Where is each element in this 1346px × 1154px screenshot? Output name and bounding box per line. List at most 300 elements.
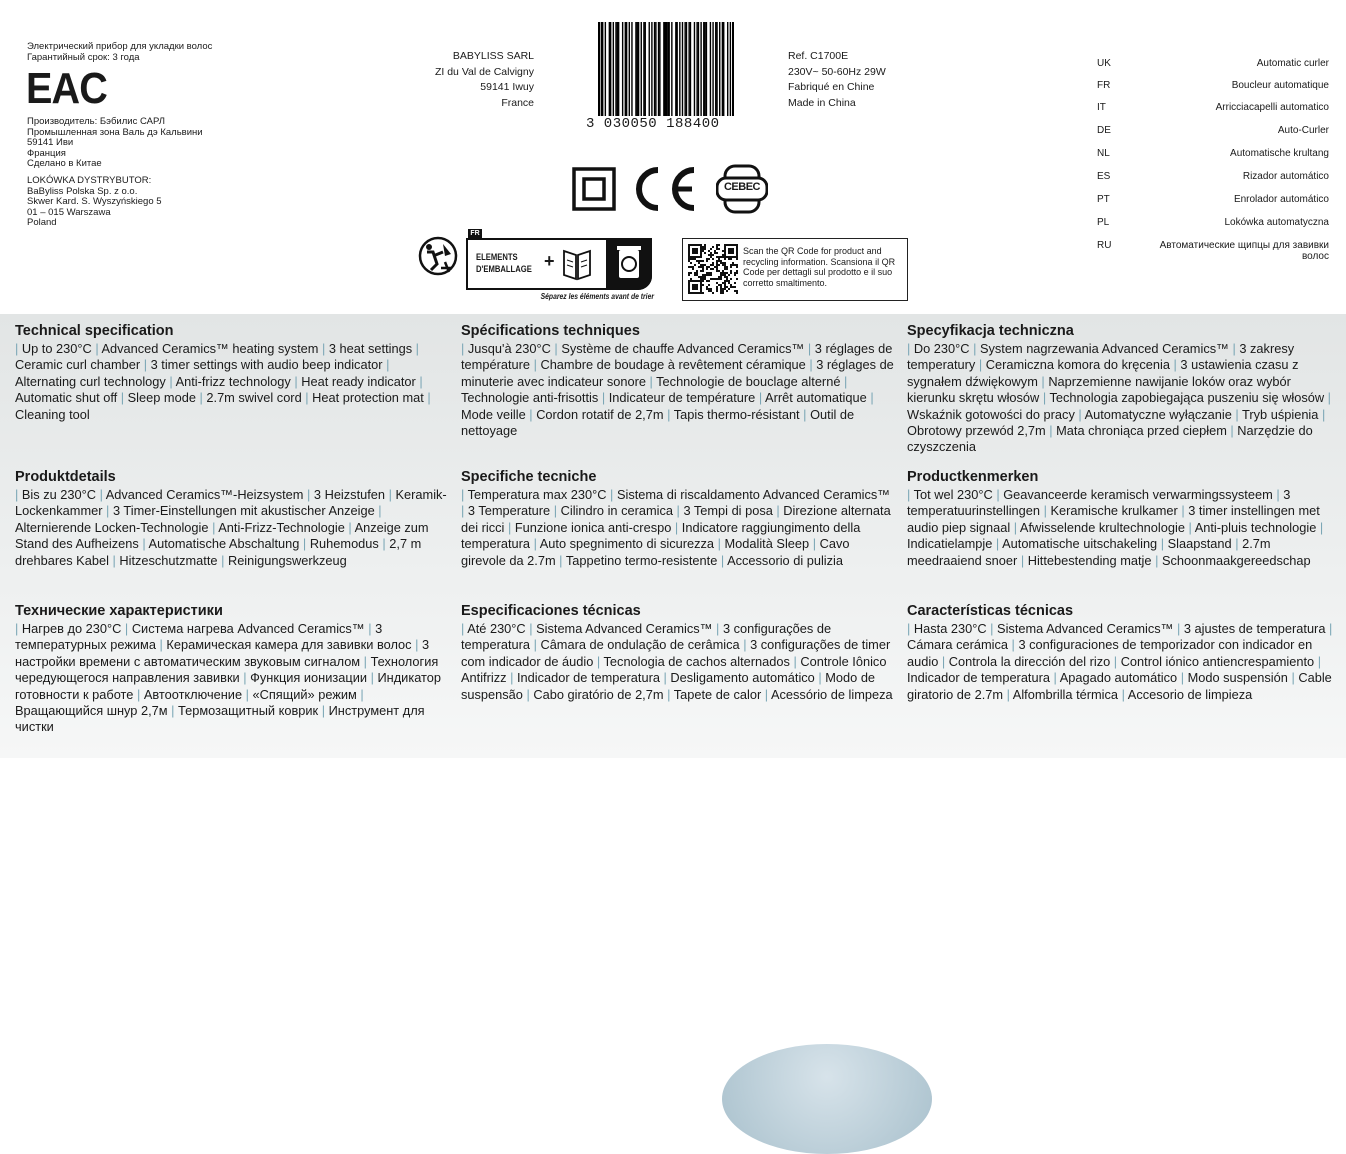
- qr-module: [708, 280, 710, 282]
- qr-module: [724, 266, 726, 268]
- qr-module: [696, 256, 698, 258]
- spec-item: Ceramiczna komora do kręcenia: [985, 357, 1174, 373]
- spec-item: Hittebestending matje: [1027, 552, 1156, 568]
- spec-item: Até 230°C: [467, 621, 530, 636]
- triman-icon: [417, 234, 459, 278]
- qr-module: [694, 274, 696, 276]
- qr-module: [724, 248, 726, 250]
- spec-item: Tecnologia de cachos alternados: [603, 653, 794, 669]
- language-name: Enrolador automático: [1233, 194, 1329, 205]
- qr-module: [694, 258, 696, 260]
- spec-separator: |: [348, 519, 355, 535]
- qr-module: [702, 280, 704, 282]
- barcode-bar: [643, 22, 644, 122]
- qr-module: [700, 266, 702, 268]
- qr-module: [724, 286, 726, 288]
- qr-module: [688, 254, 690, 256]
- spec-item: Sistema Advanced Ceramics™: [536, 621, 717, 636]
- barcode-bar: [637, 22, 638, 122]
- qr-module: [710, 254, 712, 256]
- language-name: Lokówka automatyczna: [1224, 217, 1329, 228]
- qr-module: [702, 278, 704, 280]
- qr-module: [732, 262, 734, 264]
- spec-item: 3 ustawienia czasu z sygnałem dźwiękowym: [907, 357, 1299, 389]
- qr-module: [690, 244, 692, 246]
- spec-separator: |: [1121, 686, 1128, 702]
- qr-module: [692, 288, 694, 290]
- qr-module: [702, 246, 704, 248]
- spec-item: 3 configurações de timer com indicador de áudio: [461, 637, 891, 669]
- qr-module: [694, 248, 696, 250]
- ru-manufacturer-line: Промышленная зона Валь дэ Кальвини: [27, 126, 203, 138]
- class-two-icon: [572, 167, 616, 211]
- spec-separator: |: [415, 341, 419, 356]
- qr-module: [732, 248, 734, 250]
- qr-module: [718, 276, 720, 278]
- spec-separator: |: [1160, 536, 1168, 552]
- spec-items: [907, 341, 1341, 456]
- barcode-bar: [667, 22, 668, 122]
- qr-module: [708, 272, 710, 274]
- spec-block: [15, 322, 449, 423]
- qr-module: [720, 286, 722, 288]
- ref-line: Ref. C1700E: [788, 50, 849, 62]
- qr-module: [688, 286, 690, 288]
- qr-module: [730, 278, 732, 280]
- qr-module: [702, 248, 704, 250]
- qr-module: [726, 256, 728, 258]
- spec-separator: |: [15, 487, 22, 502]
- spec-item: Modalità Sleep: [724, 536, 813, 552]
- qr-module: [706, 280, 708, 282]
- qr-module: [688, 248, 690, 250]
- spec-item: Temperatura max 230°C: [467, 487, 611, 502]
- qr-module: [730, 258, 732, 260]
- spec-separator: |: [427, 390, 431, 406]
- qr-module: [724, 256, 726, 258]
- spec-separator: |: [305, 390, 313, 406]
- qr-module: [722, 256, 724, 258]
- qr-module: [714, 278, 716, 280]
- spec-item: 3 температурных режима: [15, 621, 383, 653]
- spec-item: 3 temperatuurinstellingen: [907, 487, 1291, 519]
- ce-mark-icon: [630, 164, 700, 214]
- spec-item: Cavo girevole da 2.7m: [461, 536, 850, 568]
- qr-module: [736, 290, 738, 292]
- cebec-text: CEBEC: [723, 181, 760, 193]
- spec-separator: |: [1319, 519, 1324, 535]
- qr-module: [692, 244, 694, 246]
- qr-module: [704, 248, 706, 250]
- spec-item: Indicador de temperatura: [907, 670, 1054, 686]
- qr-module: [726, 268, 728, 270]
- qr-module: [710, 278, 712, 280]
- spec-item: Modo suspensión: [1187, 670, 1292, 686]
- spec-separator: |: [245, 686, 253, 702]
- barcode-bar: [671, 22, 672, 122]
- barcode-bar: [638, 22, 639, 122]
- barcode-bar: [645, 22, 646, 122]
- qr-module: [704, 244, 706, 246]
- qr-module: [710, 252, 712, 254]
- spec-item: Technologia zapobiegająca puszeniu się włosów: [1049, 390, 1328, 406]
- barcode-guard-bar: [732, 22, 734, 122]
- barcode-bar: [609, 22, 610, 122]
- spec-separator: |: [415, 637, 423, 653]
- spec-separator: |: [529, 621, 537, 636]
- qr-module: [714, 252, 716, 254]
- barcode-bar: [602, 22, 603, 122]
- qr-module: [712, 254, 714, 256]
- qr-module: [688, 280, 690, 282]
- ru-manufacturer-line: Франция: [27, 147, 66, 159]
- qr-module: [730, 270, 732, 272]
- qr-module: [704, 276, 706, 278]
- spec-item: Anti-frizz technology: [175, 373, 295, 389]
- barcode-bar: [722, 22, 723, 122]
- qr-instruction-text: Scan the QR Code for product and recycling information. Scansiona il QR Code per dettagli sul prodotto e il suo corretto smaltimento.: [743, 246, 896, 288]
- qr-module: [728, 274, 730, 276]
- qr-module: [702, 274, 704, 276]
- spec-separator: |: [978, 357, 986, 373]
- spec-block: [461, 468, 895, 569]
- spec-item: Afwisselende krultechnologie: [1019, 519, 1189, 535]
- spec-separator: |: [1042, 390, 1050, 406]
- qr-module: [736, 266, 738, 268]
- qr-module: [700, 270, 702, 272]
- ru-warranty: Гарантийный срок: 3 года: [27, 51, 140, 63]
- qr-module: [726, 276, 728, 278]
- qr-module: [706, 288, 708, 290]
- spec-item: 2.7m meedraaiend snoer: [907, 536, 1271, 568]
- spec-item: Indicateur de température: [608, 390, 759, 406]
- spec-item: Ruhemodus: [309, 536, 383, 552]
- qr-module: [688, 246, 690, 248]
- barcode-bar: [706, 22, 707, 122]
- spec-separator: |: [610, 487, 617, 502]
- barcode-bar: [617, 22, 618, 122]
- spec-separator: |: [120, 390, 128, 406]
- qr-module: [702, 292, 704, 294]
- qr-module: [694, 272, 696, 274]
- qr-module: [718, 260, 720, 262]
- barcode-bar: [684, 22, 685, 122]
- spec-item: Автоотключение: [143, 686, 246, 702]
- spec-separator: |: [95, 341, 102, 356]
- qr-module: [706, 274, 708, 276]
- spec-separator: |: [1020, 552, 1028, 568]
- spec-separator: |: [1276, 487, 1284, 502]
- spec-item: Tot wel 230°C: [913, 487, 997, 502]
- spec-separator: |: [461, 621, 468, 636]
- qr-module: [700, 252, 702, 254]
- qr-module: [734, 290, 736, 292]
- spec-separator: |: [382, 536, 390, 552]
- qr-module: [734, 274, 736, 276]
- qr-module: [694, 252, 696, 254]
- spec-item: Auto spegnimento di sicurezza: [539, 536, 718, 552]
- pl-distributor-line: BaByliss Polska Sp. z o.o.: [27, 185, 138, 197]
- company-line: ZI du Val de Calvigny: [434, 65, 534, 78]
- spec-separator: |: [1155, 552, 1162, 568]
- qr-module: [700, 254, 702, 256]
- qr-code-graphic: [688, 244, 738, 294]
- qr-module: [710, 272, 712, 274]
- qr-module: [720, 278, 722, 280]
- qr-module: [724, 274, 726, 276]
- qr-module: [690, 292, 692, 294]
- spec-separator: |: [553, 503, 561, 519]
- qr-module: [698, 262, 700, 264]
- qr-module: [722, 282, 724, 284]
- spec-separator: |: [533, 536, 540, 552]
- qr-module: [712, 264, 714, 266]
- qr-module: [716, 248, 718, 250]
- qr-module: [718, 248, 720, 250]
- spec-separator: |: [844, 373, 848, 389]
- qr-module: [700, 250, 702, 252]
- barcode-bar: [622, 22, 623, 122]
- qr-module: [696, 274, 698, 276]
- spec-separator: |: [1006, 686, 1013, 702]
- spec-separator: |: [124, 621, 132, 636]
- qr-module: [720, 292, 722, 294]
- qr-module: [716, 282, 718, 284]
- spec-item: Slaapstand: [1167, 536, 1236, 552]
- spec-block: [907, 468, 1341, 569]
- spec-item: Technologie de bouclage alterné: [656, 373, 844, 389]
- spec-item: Schoonmaakgereedschap: [1161, 552, 1311, 568]
- spec-item: 3 настройки времени с автоматическим звуковым сигналом: [15, 637, 430, 669]
- spec-item: Bis zu 230°C: [21, 487, 100, 502]
- spec-item: Narzędzie do czyszczenia: [907, 423, 1313, 455]
- spec-item: Control iónico antiencrespamiento: [1120, 653, 1318, 669]
- qr-module: [692, 248, 694, 250]
- qr-module: [732, 256, 734, 258]
- triman-text: [476, 251, 532, 275]
- qr-module: [714, 250, 716, 252]
- language-name: Automatische krultang: [1230, 148, 1329, 159]
- spec-separator: |: [388, 487, 396, 502]
- spec-separator: |: [803, 406, 811, 422]
- qr-module: [694, 244, 696, 246]
- qr-module: [698, 292, 700, 294]
- qr-module: [720, 274, 722, 276]
- spec-item: 3 timer settings with audio beep indicator: [150, 357, 387, 373]
- qr-module: [714, 266, 716, 268]
- pl-distributor-line: 01 – 015 Warszawa: [27, 206, 111, 218]
- qr-module: [716, 288, 718, 290]
- barcode-bar: [727, 22, 728, 122]
- qr-module: [694, 284, 696, 286]
- language-name: Rizador automático: [1242, 171, 1329, 182]
- spec-item: Funzione ionica anti-crespo: [514, 519, 675, 535]
- spec-item: Heat ready indicator: [301, 373, 420, 389]
- qr-module: [720, 256, 722, 258]
- qr-module: [736, 252, 738, 254]
- spec-separator: |: [15, 621, 22, 636]
- ru-header-text: [27, 42, 212, 63]
- barcode-bar: [631, 22, 632, 122]
- barcode-bar: [712, 22, 713, 122]
- qr-module: [732, 252, 734, 254]
- spec-items: [461, 621, 895, 703]
- qr-module: [730, 286, 732, 288]
- qr-module: [730, 248, 732, 250]
- triman-plus: +: [544, 251, 555, 271]
- spec-block: [907, 322, 1341, 456]
- ref-line: Made in China: [788, 96, 856, 109]
- qr-module: [692, 280, 694, 282]
- qr-module: [700, 264, 702, 266]
- spec-items: [15, 341, 449, 423]
- spec-item: Direzione alternata dei ricci: [461, 503, 891, 535]
- spec-separator: |: [812, 536, 820, 552]
- qr-module: [716, 260, 718, 262]
- spec-separator: |: [1235, 536, 1243, 552]
- spec-separator: |: [15, 341, 22, 356]
- ref-line: Fabriqué en Chine: [788, 81, 875, 93]
- qr-module: [696, 250, 698, 252]
- spec-separator: |: [995, 536, 1003, 552]
- qr-module: [730, 252, 732, 254]
- qr-module: [722, 272, 724, 274]
- spec-item: Jusqu'à 230°C: [467, 341, 555, 356]
- spec-item: Индикатор готовности к работе: [15, 670, 442, 702]
- spec-item: Obrotowy przewód 2,7m: [907, 423, 1050, 439]
- qr-module: [724, 282, 726, 284]
- barcode-bar: [641, 22, 642, 122]
- spec-separator: |: [142, 536, 149, 552]
- qr-module: [732, 250, 734, 252]
- qr-module: [734, 282, 736, 284]
- qr-module: [706, 266, 708, 268]
- barcode-bar: [618, 22, 619, 122]
- qr-module: [716, 286, 718, 288]
- spec-separator: |: [1329, 621, 1333, 636]
- spec-item: Tryb uśpienia: [1242, 406, 1322, 422]
- triman-text-line: D'EMBALLAGE: [476, 264, 532, 274]
- barcode-bar: [688, 22, 689, 122]
- spec-block: [15, 602, 449, 736]
- qr-module: [706, 286, 708, 288]
- qr-module: [700, 292, 702, 294]
- qr-module: [724, 276, 726, 278]
- qr-module: [692, 266, 694, 268]
- language-name: Arricciacapelli automatico: [1215, 102, 1329, 113]
- qr-module: [690, 272, 692, 274]
- qr-module: [716, 278, 718, 280]
- ru-manufacturer-block: [27, 117, 203, 170]
- cebec-mark-icon: [716, 164, 768, 214]
- qr-module: [708, 288, 710, 290]
- spec-item: Mata chroniąca przed ciepłem: [1056, 423, 1231, 439]
- language-code: ES: [1097, 171, 1111, 182]
- qr-module: [716, 246, 718, 248]
- spec-separator: |: [758, 390, 766, 406]
- qr-module: [716, 264, 718, 266]
- spec-title: Specifiche tecniche: [461, 469, 597, 485]
- spec-block: [15, 468, 449, 569]
- qr-module: [688, 288, 690, 290]
- barcode-bar: [710, 22, 711, 122]
- qr-module: [700, 276, 702, 278]
- spec-separator: |: [674, 519, 682, 535]
- qr-module: [724, 262, 726, 264]
- spec-item: Cleaning tool: [15, 406, 90, 422]
- spec-separator: |: [1235, 406, 1243, 422]
- spec-item: Tapete de calor: [673, 686, 765, 702]
- spec-item: Hitzeschutzmatte: [119, 552, 222, 568]
- spec-block: [461, 602, 895, 703]
- language-code: DE: [1097, 125, 1111, 136]
- qr-module: [716, 256, 718, 258]
- qr-module: [688, 284, 690, 286]
- spec-item: Ceramic curl chamber: [15, 357, 144, 373]
- spec-separator: |: [363, 653, 371, 669]
- triman-text-line: ELEMENTS: [476, 252, 518, 262]
- spec-separator: |: [533, 357, 541, 373]
- spec-separator: |: [720, 552, 728, 568]
- qr-module: [734, 272, 736, 274]
- qr-module: [702, 276, 704, 278]
- spec-item: Tapis thermo-résistant: [673, 406, 804, 422]
- spec-separator: |: [663, 670, 671, 686]
- qr-module: [728, 248, 730, 250]
- spec-item: Automatische uitschakeling: [1002, 536, 1161, 552]
- qr-module: [726, 278, 728, 280]
- qr-module: [736, 278, 738, 280]
- qr-module: [728, 252, 730, 254]
- spec-separator: |: [529, 406, 537, 422]
- qr-module: [704, 246, 706, 248]
- barcode-bar: [625, 22, 626, 122]
- qr-module: [728, 280, 730, 282]
- barcode-digits: 3 030050 188400: [584, 116, 738, 132]
- language-code: FR: [1097, 80, 1111, 91]
- qr-module: [724, 258, 726, 260]
- qr-module: [692, 292, 694, 294]
- spec-item: 3 configurações de temperatura: [461, 621, 832, 653]
- spec-separator: |: [461, 341, 468, 356]
- qr-module: [736, 254, 738, 256]
- barcode-bar: [654, 22, 655, 122]
- qr-module: [710, 256, 712, 258]
- barcode-bar: [659, 22, 660, 122]
- qr-module: [700, 248, 702, 250]
- triman-badge: [466, 229, 654, 291]
- spec-separator: |: [461, 487, 468, 502]
- qr-module: [722, 250, 724, 252]
- ru-manufacturer-line: Сделано в Китае: [27, 158, 102, 169]
- qr-module: [702, 284, 704, 286]
- qr-module: [696, 288, 698, 290]
- barcode-bar: [730, 22, 731, 122]
- spec-separator: |: [776, 503, 784, 519]
- spec-title: Spécifications techniques: [461, 323, 640, 339]
- spec-separator: |: [907, 341, 914, 356]
- barcode-bar: [700, 22, 701, 122]
- spec-title: Технические характеристики: [15, 603, 223, 619]
- spec-title: Características técnicas: [907, 603, 1074, 619]
- qr-module: [722, 254, 724, 256]
- barcode-bar: [696, 22, 697, 122]
- spec-separator: |: [1181, 503, 1189, 519]
- spec-title: Specyfikacja techniczna: [907, 323, 1074, 339]
- booklet-icon: [562, 247, 592, 281]
- qr-module: [718, 244, 720, 246]
- qr-module: [726, 280, 728, 282]
